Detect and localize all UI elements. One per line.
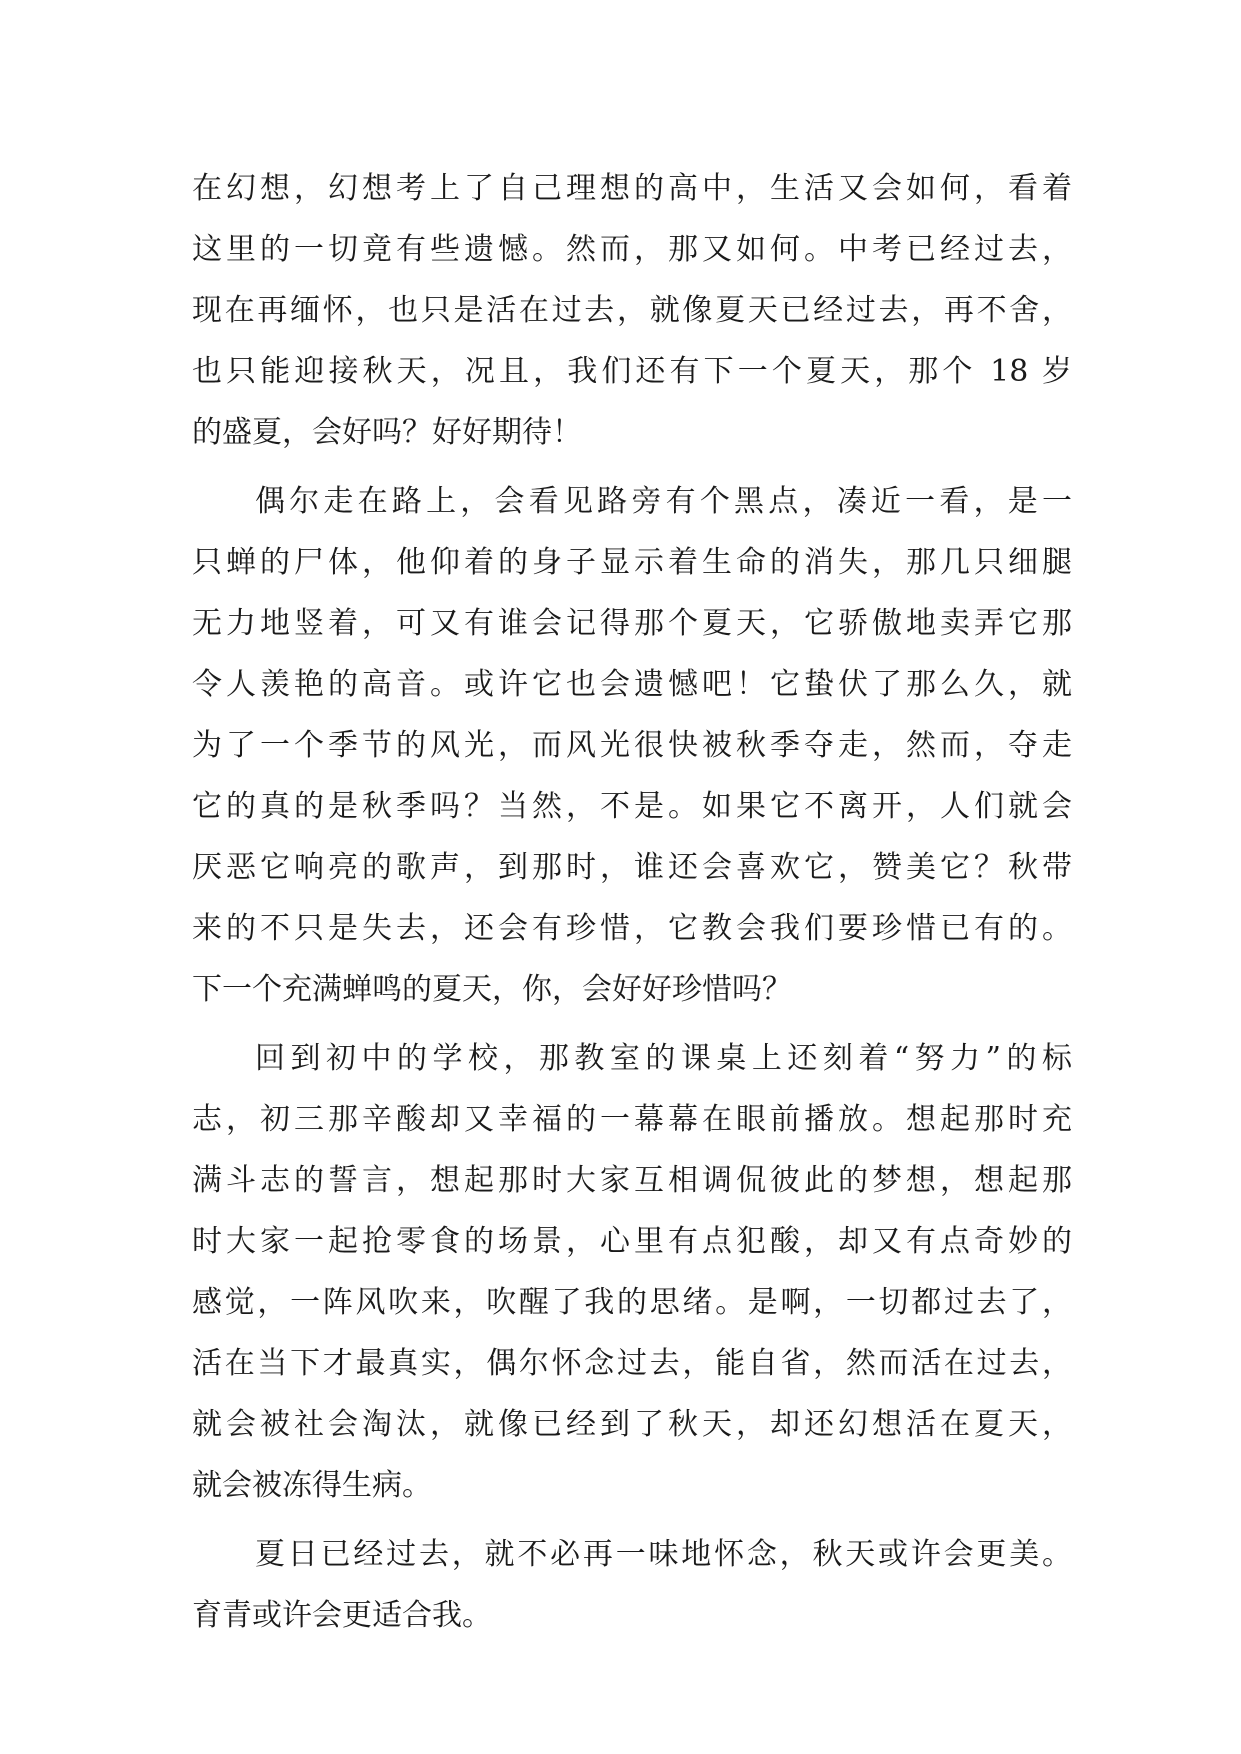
text-line: 无力地竖着，可又有谁会记得那个夏天，它骄傲地卖弄它那	[192, 606, 1072, 641]
text-line: 夏日已经过去，就不必再一味地怀念，秋天或许会更美。	[255, 1537, 1072, 1572]
text-line: 志，初三那辛酸却又幸福的一幕幕在眼前播放。想起那时充	[192, 1102, 1072, 1137]
text-line: 就会被冻得生病。	[192, 1468, 432, 1503]
text-line: 厌恶它响亮的歌声，到那时，谁还会喜欢它，赞美它？秋带	[192, 850, 1072, 885]
text-line: 下一个充满蝉鸣的夏天，你，会好好珍惜吗？	[192, 972, 792, 1007]
text-line: 在幻想，幻想考上了自己理想的高中，生活又会如何，看着	[192, 171, 1072, 206]
text-line: 就会被社会淘汰，就像已经到了秋天，却还幻想活在夏天，	[192, 1407, 1072, 1442]
text-line: 育青或许会更适合我。	[192, 1598, 492, 1633]
text-line: 满斗志的誓言，想起那时大家互相调侃彼此的梦想，想起那	[192, 1163, 1072, 1198]
text-line: 的盛夏，会好吗？好好期待！	[192, 415, 582, 450]
text-line: 偶尔走在路上，会看见路旁有个黑点，凑近一看，是一	[255, 484, 1072, 519]
text-line: 只蝉的尸体，他仰着的身子显示着生命的消失，那几只细腿	[192, 545, 1072, 580]
text-line: 时大家一起抢零食的场景，心里有点犯酸，却又有点奇妙的	[192, 1224, 1072, 1259]
text-line: 这里的一切竟有些遗憾。然而，那又如何。中考已经过去，	[192, 232, 1072, 267]
paragraph	[192, 1028, 1072, 1516]
text-line: 也只能迎接秋天，况且，我们还有下一个夏天，那个 18 岁	[192, 354, 1072, 389]
text-line: 它的真的是秋季吗？当然，不是。如果它不离开，人们就会	[192, 789, 1072, 824]
text-line: 回到初中的学校，那教室的课桌上还刻着“努力”的标	[255, 1041, 1072, 1076]
paragraph	[192, 471, 1072, 1020]
text-line: 活在当下才最真实，偶尔怀念过去，能自省，然而活在过去，	[192, 1346, 1072, 1381]
document-body	[192, 158, 1072, 1646]
text-line: 为了一个季节的风光，而风光很快被秋季夺走，然而，夺走	[192, 728, 1072, 763]
text-line: 感觉，一阵风吹来，吹醒了我的思绪。是啊，一切都过去了，	[192, 1285, 1072, 1320]
paragraph	[192, 158, 1072, 463]
text-line: 现在再缅怀，也只是活在过去，就像夏天已经过去，再不舍，	[192, 293, 1072, 328]
paragraph	[192, 1524, 1072, 1646]
text-line: 来的不只是失去，还会有珍惜，它教会我们要珍惜已有的。	[192, 911, 1072, 946]
text-line: 令人羡艳的高音。或许它也会遗憾吧！它蛰伏了那么久，就	[192, 667, 1072, 702]
